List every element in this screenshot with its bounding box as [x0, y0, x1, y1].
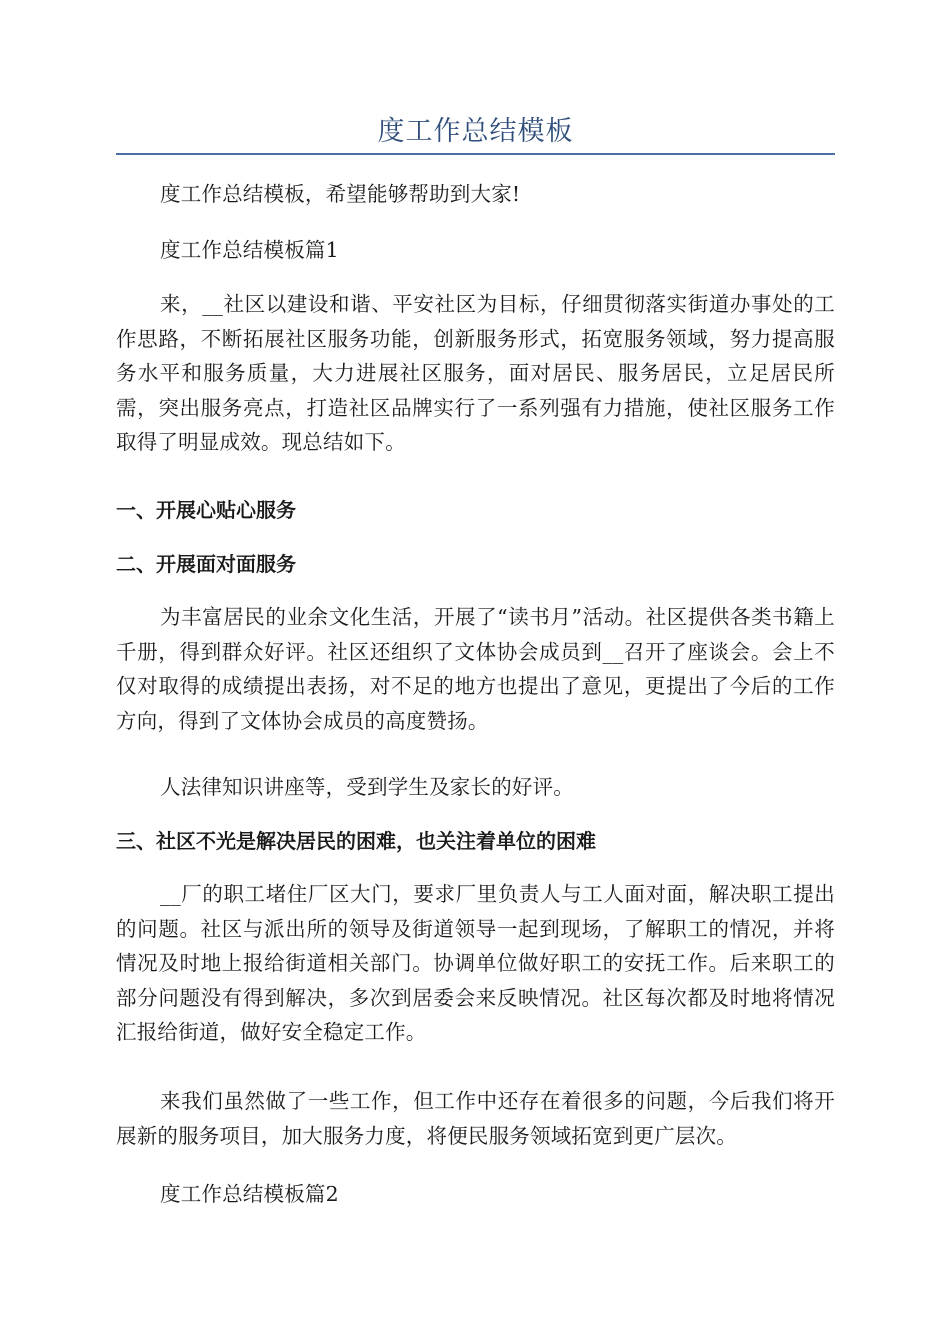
- heading-2: 二、开展面对面服务: [116, 552, 296, 576]
- paragraph-5: 来我们虽然做了一些工作，但工作中还存在着很多的问题，今后我们将开展新的服务项目，加大服务力度，将便民服务领域拓宽到更广层次。: [116, 1089, 835, 1148]
- section-title-1: 度工作总结模板篇1: [160, 238, 339, 262]
- section-title-2: 度工作总结模板篇2: [160, 1182, 339, 1206]
- title-underline: [116, 153, 835, 155]
- paragraph-2: 为丰富居民的业余文化生活，开展了“读书月”活动。社区提供各类书籍上千册，得到群众好评。社区还组织了文体协会成员到__召开了座谈会。会上不仅对取得的成绩提出表扬，对不足的地方也提出了意见，更提出了今后的工作方向，得到了文体协会成员的高度赞扬。: [116, 605, 835, 733]
- intro-paragraph: 度工作总结模板，希望能够帮助到大家!: [160, 182, 521, 206]
- heading-3: 三、社区不光是解决居民的困难，也关注着单位的困难: [116, 829, 596, 853]
- paragraph-4: __厂的职工堵住厂区大门，要求厂里负责人与工人面对面，解决职工提出的问题。社区与派出所的领导及街道领导一起到现场，了解职工的情况，并将情况及时地上报给街道相关部门。协调单位做好职工的安抚工作。后来职工的部分问题没有得到解决，多次到居委会来反映情况。社区每次都及时地将情况汇报给街道，做好安全稳定工作。: [116, 882, 835, 1044]
- paragraph-1: 来，__社区以建设和谐、平安社区为目标，仔细贯彻落实街道办事处的工作思路，不断拓展社区服务功能，创新服务形式，拓宽服务领域，努力提高服务水平和服务质量，大力进展社区服务，面对居民、服务居民，立足居民所需，突出服务亮点，打造社区品牌实行了一系列强有力措施，使社区服务工作取得了明显成效。现总结如下。: [116, 292, 835, 454]
- document-title: 度工作总结模板: [377, 116, 574, 147]
- heading-1: 一、开展心贴心服务: [116, 498, 296, 522]
- paragraph-3: 人法律知识讲座等，受到学生及家长的好评。: [160, 775, 574, 799]
